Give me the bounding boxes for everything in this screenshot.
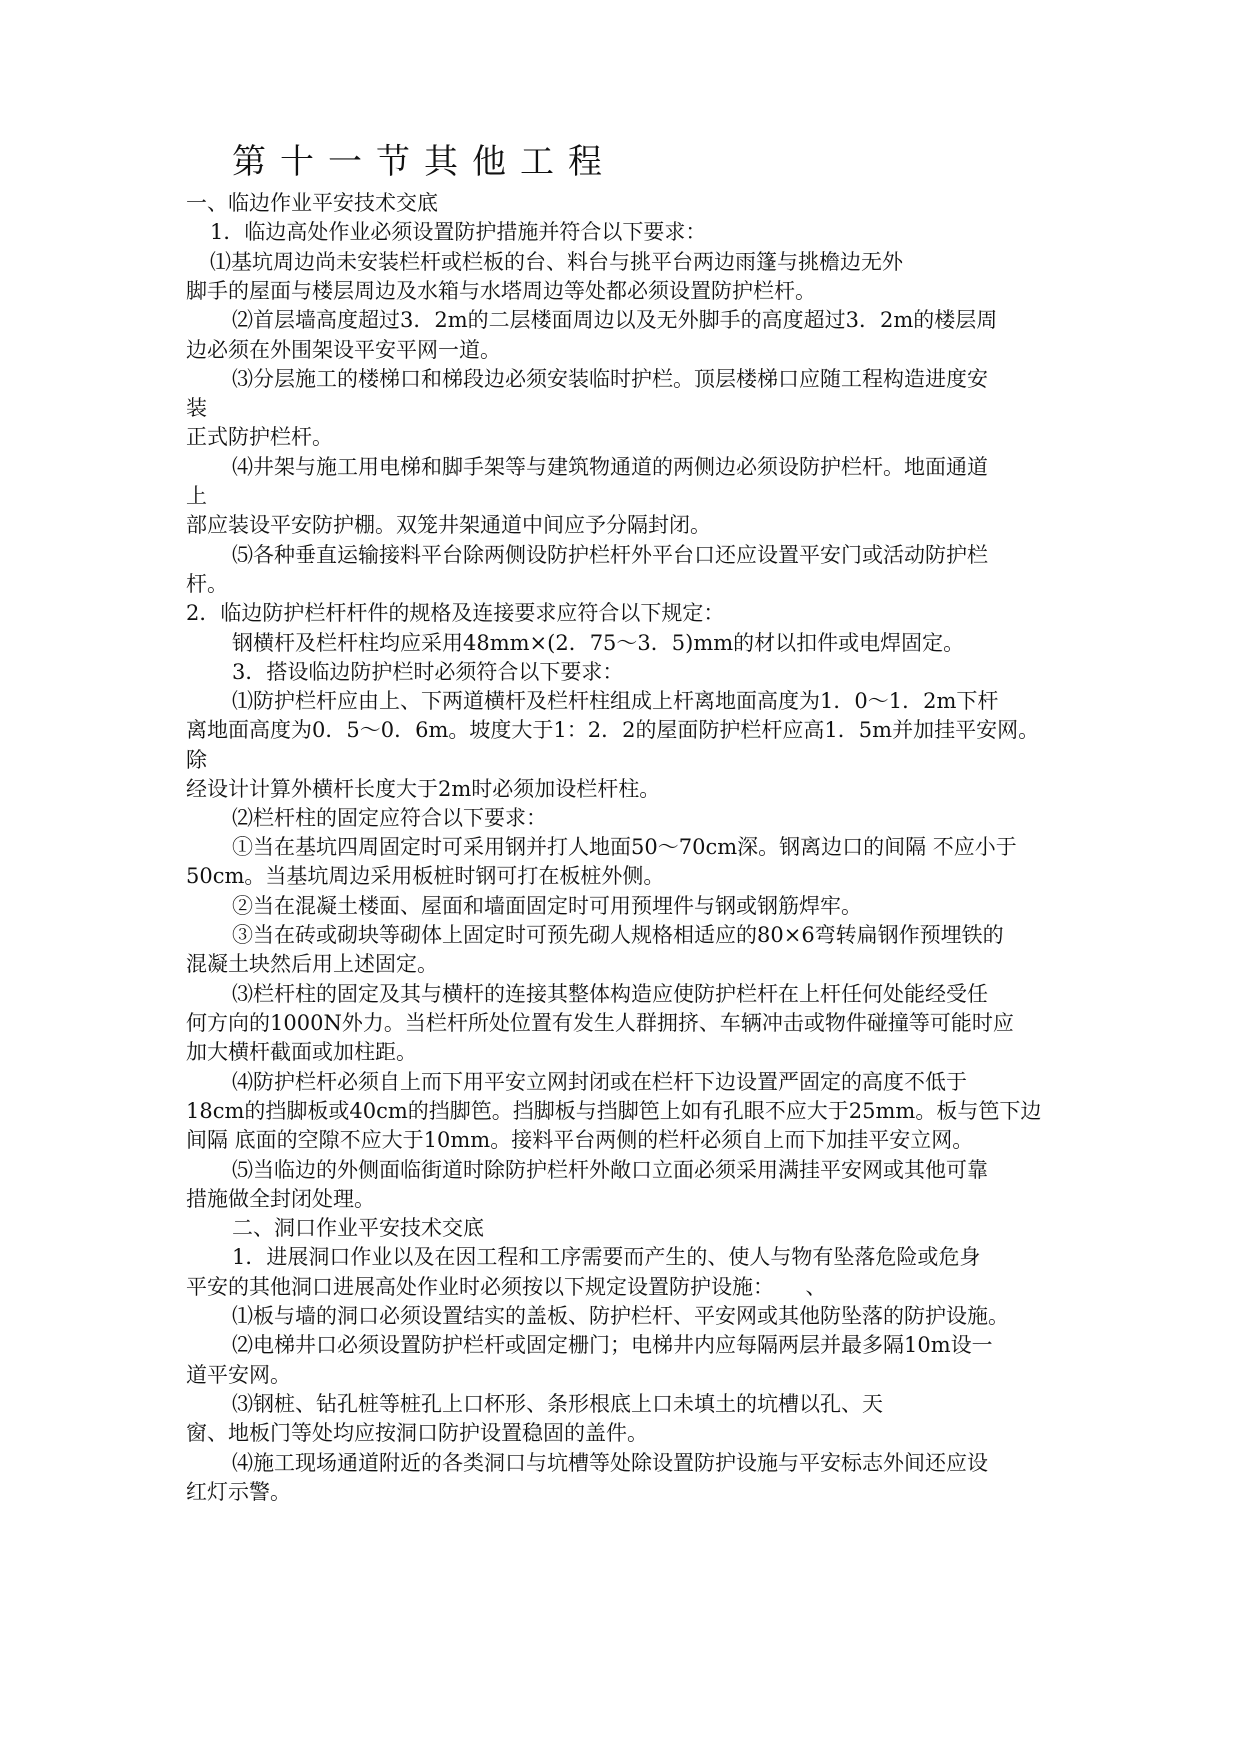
text-line: ②当在混凝土楼面、屋面和墙面固定时可用预埋件与钢或钢筋焊牢。	[232, 894, 862, 918]
text-line: ⑶栏杆柱的固定及其与横杆的连接其整体构造应使防护栏杆在上杆任何处能经受任	[232, 982, 988, 1006]
text-line: 二、洞口作业平安技术交底	[232, 1216, 484, 1240]
text-line: ⑸当临边的外侧面临街道时除防护栏杆外敞口立面必须采用满挂平安网或其他可靠	[232, 1158, 988, 1182]
text-line: 措施做全封闭处理。	[186, 1187, 375, 1211]
text-line: 混凝土块然后用上述固定。	[186, 952, 438, 976]
text-line: 50cm。当基坑周边采用板桩时钢可打在板桩外侧。	[186, 864, 665, 888]
text-line: 离地面高度为0．5～0．6m。坡度大于1：2．2的屋面防护栏杆应高1．5m并加挂平安网。	[186, 718, 1040, 742]
text-line: ①当在基坑四周固定时可采用钢并打人地面50～70cm深。钢离边口的间隔 不应小于	[232, 835, 1017, 859]
text-line: 正式防护栏杆。	[186, 425, 333, 449]
text-line: ⑵首层墙高度超过3．2m的二层楼面周边以及无外脚手的高度超过3．2m的楼层周	[232, 308, 998, 332]
text-line: ⑴基坑周边尚未安装栏杆或栏板的台、料台与挑平台两边雨篷与挑檐边无外	[210, 250, 903, 274]
text-line: 道平安网。	[186, 1363, 291, 1387]
text-line: 1．进展洞口作业以及在因工程和工序需要而产生的、使人与物有坠落危险或危身	[232, 1245, 981, 1269]
text-line: ⑶钢桩、钻孔桩等桩孔上口杯形、条形根底上口未填土的坑槽以孔、天	[232, 1392, 883, 1416]
text-line: 窗、地板门等处均应按洞口防护设置稳固的盖件。	[186, 1421, 648, 1445]
text-line: 钢横杆及栏杆柱均应采用48mm×(2．75～3．5)mm的材以扣件或电焊固定。	[232, 631, 965, 655]
text-line: ⑸各种垂直运输接料平台除两侧设防护栏杆外平台口还应设置平安门或活动防护栏	[232, 543, 988, 567]
text-line: 红灯示警。	[186, 1480, 291, 1504]
text-line: 装	[186, 396, 207, 420]
text-line: ③当在砖或砌块等砌体上固定时可预先砌人规格相适应的80×6弯转扁钢作预埋铁的	[232, 923, 1004, 947]
text-line: 何方向的1000N外力。当栏杆所处位置有发生人群拥挤、车辆冲击或物件碰撞等可能时应	[186, 1011, 1014, 1035]
text-line: 间隔 底面的空隙不应大于10mm。接料平台两侧的栏杆必须自上而下加挂平安立网。	[186, 1128, 974, 1152]
text-line: 1．临边高处作业必须设置防护措施并符合以下要求：	[210, 220, 707, 244]
text-line: 经设计计算外横杆长度大于2m时必须加设栏杆柱。	[186, 777, 661, 801]
text-line: ⑷施工现场通道附近的各类洞口与坑槽等处除设置防护设施与平安标志外间还应设	[232, 1451, 988, 1475]
document-title: 第十一节其他工程	[232, 142, 616, 182]
text-line: ⑵栏杆柱的固定应符合以下要求：	[232, 806, 547, 830]
text-line: 18cm的挡脚板或40cm的挡脚笆。挡脚板与挡脚笆上如有孔眼不应大于25mm。板与笆下边	[186, 1099, 1042, 1123]
text-line: 边必须在外围架设平安平网一道。	[186, 338, 501, 362]
text-line: 部应装设平安防护棚。双笼井架通道中间应予分隔封闭。	[186, 513, 711, 537]
text-line: 平安的其他洞口进展高处作业时必须按以下规定设置防护设施： 、	[186, 1275, 827, 1299]
text-line: 上	[186, 484, 207, 508]
text-line: ⑵电梯井口必须设置防护栏杆或固定栅门；电梯井内应每隔两层并最多隔10m设一	[232, 1333, 993, 1357]
text-line: ⑷井架与施工用电梯和脚手架等与建筑物通道的两侧边必须设防护栏杆。地面通道	[232, 455, 988, 479]
text-line: ⑴板与墙的洞口必须设置结实的盖板、防护栏杆、平安网或其他防坠落的防护设施。	[232, 1304, 1009, 1328]
text-line: 除	[186, 748, 207, 772]
text-line: 脚手的屋面与楼层周边及水箱与水塔周边等处都必须设置防护栏杆。	[186, 279, 816, 303]
text-line: 3．搭设临边防护栏时必须符合以下要求：	[232, 660, 624, 684]
text-line: ⑴防护栏杆应由上、下两道横杆及栏杆柱组成上杆离地面高度为1．0～1．2m下杆	[232, 689, 999, 713]
text-line: ⑶分层施工的楼梯口和梯段边必须安装临时护栏。顶层楼梯口应随工程构造进度安	[232, 367, 988, 391]
text-line: ⑷防护栏杆必须自上而下用平安立网封闭或在栏杆下边设置严固定的高度不低于	[232, 1070, 967, 1094]
text-line: 2．临边防护栏杆杆件的规格及连接要求应符合以下规定：	[186, 601, 725, 625]
text-line: 一、临边作业平安技术交底	[186, 191, 438, 215]
text-line: 杆。	[186, 572, 228, 596]
text-line: 加大横杆截面或加柱距。	[186, 1040, 417, 1064]
